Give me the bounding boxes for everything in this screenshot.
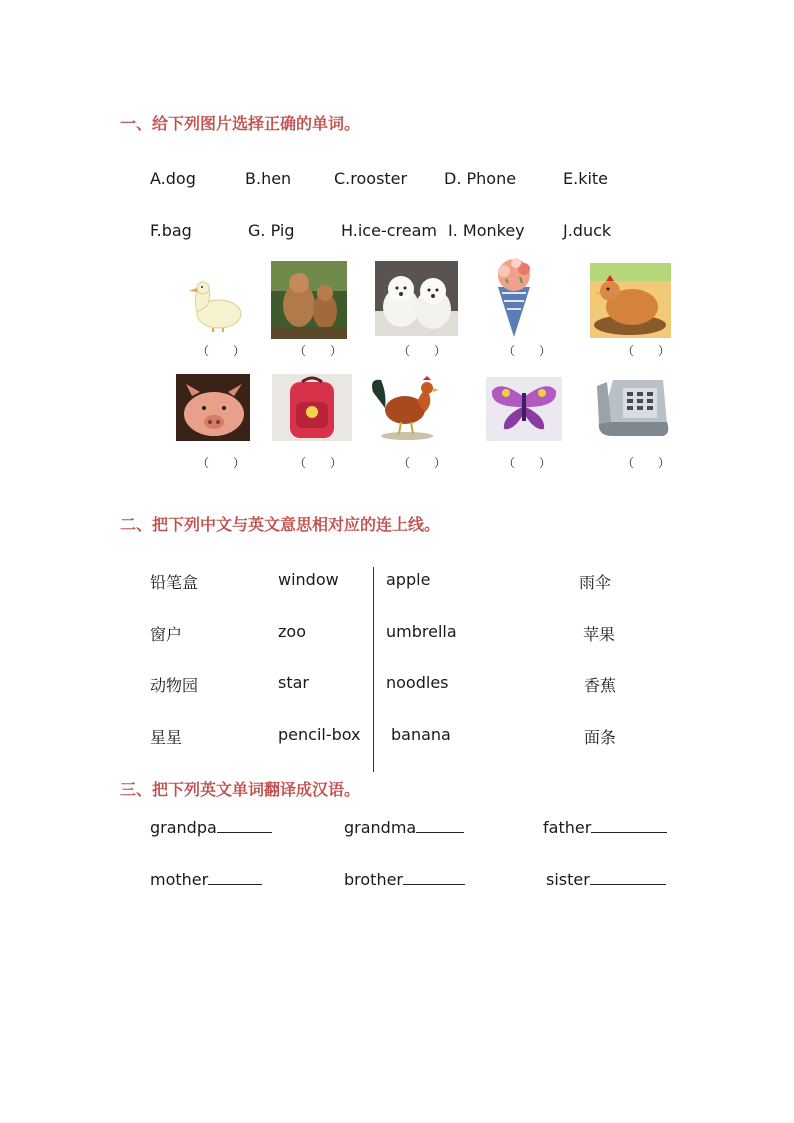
- option-f: F.bag: [150, 221, 192, 240]
- answer-paren-10[interactable]: （ ）: [622, 456, 671, 470]
- translate-item-sister: [546, 870, 666, 889]
- match-cn-right-2: 苹果: [583, 625, 616, 644]
- match-en-left-3: star: [278, 673, 309, 692]
- section2-heading: 二、把下列中文与英文意思相对应的连上线。: [120, 515, 441, 534]
- match-cn-right-4: 面条: [584, 728, 617, 747]
- bag-image: [272, 374, 352, 441]
- dog-image: [375, 261, 458, 336]
- option-h: H.ice-cream: [341, 221, 437, 240]
- answer-paren-1[interactable]: （ ）: [197, 344, 246, 358]
- option-b: B.hen: [245, 169, 292, 188]
- answer-paren-9[interactable]: （ ）: [503, 456, 552, 470]
- section3-heading: 三、把下列英文单词翻译成汉语。: [120, 780, 361, 799]
- translate-item-grandpa: [150, 818, 272, 837]
- match-en-right-1: apple: [386, 570, 431, 589]
- match-en-left-2: zoo: [278, 622, 306, 641]
- answer-paren-3[interactable]: （ ）: [398, 344, 447, 358]
- match-en-right-3: noodles: [386, 673, 449, 692]
- translate-item-father: [543, 818, 667, 837]
- answer-paren-2[interactable]: （ ）: [294, 344, 343, 358]
- match-cn-left-3: 动物园: [150, 676, 199, 695]
- match-en-left-1: window: [278, 570, 339, 589]
- match-cn-left-2: 窗户: [150, 625, 183, 644]
- pig-image: [176, 374, 250, 441]
- answer-paren-8[interactable]: （ ）: [398, 456, 447, 470]
- phone-image: [593, 374, 671, 441]
- translate-word: grandpa: [150, 818, 217, 837]
- translate-word: grandma: [344, 818, 417, 837]
- option-i: I. Monkey: [448, 221, 525, 240]
- option-j: J.duck: [563, 221, 612, 240]
- match-en-right-2: umbrella: [386, 622, 457, 641]
- section1-heading: 一、给下列图片选择正确的单词。: [120, 114, 361, 133]
- hen-image: [590, 263, 671, 338]
- answer-blank[interactable]: [217, 818, 272, 833]
- match-en-left-4: pencil-box: [278, 725, 361, 744]
- translate-word: brother: [344, 870, 404, 889]
- match-cn-left-4: 星星: [150, 728, 183, 747]
- answer-blank[interactable]: [208, 870, 262, 885]
- answer-paren-5[interactable]: （ ）: [622, 344, 671, 358]
- option-g: G. Pig: [248, 221, 295, 240]
- translate-word: sister: [546, 870, 590, 889]
- ice-cream-image: [486, 257, 542, 339]
- translate-item-mother: [150, 870, 262, 889]
- answer-paren-4[interactable]: （ ）: [503, 344, 552, 358]
- translate-item-brother: [344, 870, 465, 889]
- option-e: E.kite: [563, 169, 609, 188]
- translate-item-grandma: [344, 818, 464, 837]
- answer-paren-7[interactable]: （ ）: [294, 456, 343, 470]
- match-cn-left-1: 铅笔盒: [150, 573, 199, 592]
- option-a: A.dog: [150, 169, 196, 188]
- match-cn-right-1: 雨伞: [579, 573, 612, 592]
- rooster-image: [367, 374, 445, 441]
- column-divider: [373, 567, 374, 772]
- monkey-image: [271, 261, 347, 339]
- translate-word: mother: [150, 870, 209, 889]
- answer-blank[interactable]: [416, 818, 464, 833]
- option-c: C.rooster: [334, 169, 408, 188]
- option-d: D. Phone: [444, 169, 517, 188]
- answer-paren-6[interactable]: （ ）: [197, 456, 246, 470]
- duck-image: [183, 276, 245, 334]
- answer-blank[interactable]: [403, 870, 465, 885]
- answer-blank[interactable]: [591, 818, 667, 833]
- match-en-right-4: banana: [391, 725, 451, 744]
- match-cn-right-3: 香蕉: [584, 676, 617, 695]
- translate-word: father: [543, 818, 592, 837]
- answer-blank[interactable]: [590, 870, 666, 885]
- kite-image: [486, 377, 562, 441]
